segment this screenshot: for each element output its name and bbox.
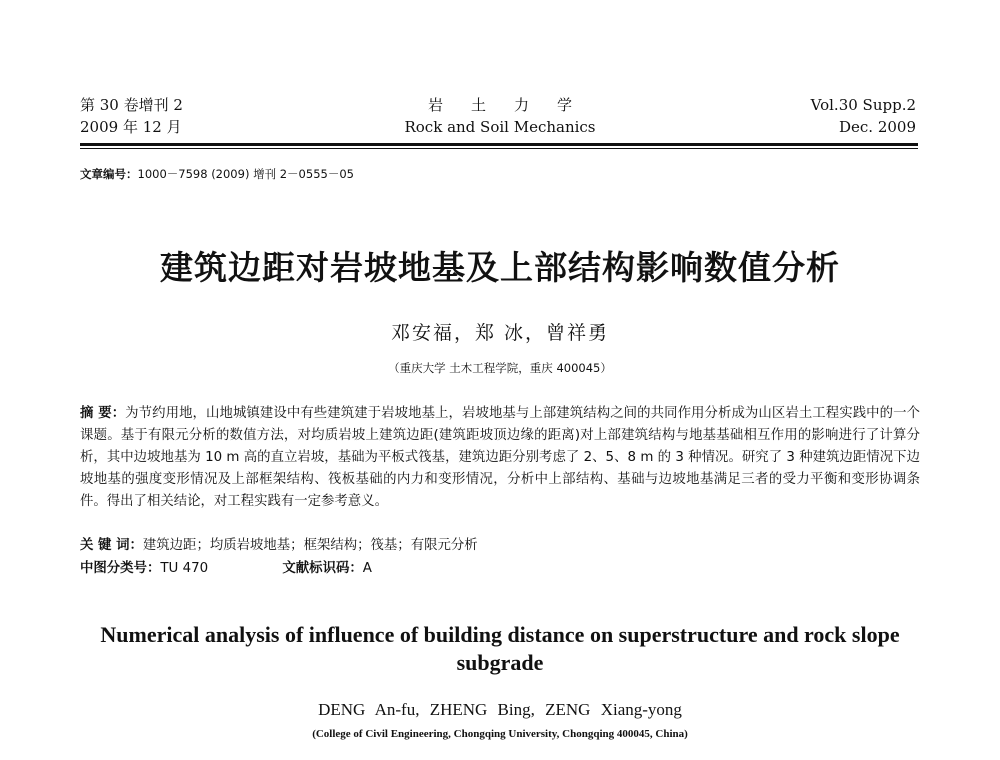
authors-zh: 邓安福，郑 冰，曾祥勇 [390,322,610,344]
header-rule-thin [80,148,918,149]
volume-en: Vol.30 Supp.2 [810,96,916,114]
header-rule-thick [80,143,918,146]
abstract-text: 为节约用地，山地城镇建设中有些建筑建于岩坡地基上，岩坡地基与上部建筑结构之间的共同作用分析成为山区岩土工程实践中的一个课题。基于有限元分析的数值方法，对均质岩坡上建筑边距(建筑距坡顶边缘的距离)对上部建筑结构与地基基础相互作用的影响进行了计算分析，其中边坡地基为 10 m 高的直立岩坡，基础为平板式筏基，建筑边距分别考虑了 2、5、8 m 的 3 种情况。研究了 3 种建筑边距情况下边坡地基的强度变形情况及上部框架结构、筏板基础的内力和变形情况，分析中上部结构、基础与边坡地基满足三者的受力平衡和变形协调条件。得出了相关结论，对工程实践有一定参考意义。 [80,406,920,509]
clc-value: TU 470 [160,561,209,576]
title-zh: 建筑边距对岩坡地基及上部结构影响数值分析 [160,248,840,287]
affiliation-zh: （重庆大学 土木工程学院，重庆 400045） [388,361,612,375]
abstract [80,403,920,513]
article-number-value: 1000－7598 (2009) 增刊 2－0555－05 [137,167,354,181]
title-en: Numerical analysis of influence of building distance on superstructure and rock slope subgrade [100,622,900,675]
journal-name-zh: 岩土力学 [427,96,600,114]
doc-code-value: A [362,561,372,576]
keywords [80,534,478,553]
volume-zh: 第 30 卷增刊 2 [80,96,183,114]
header-left [80,94,183,138]
article-number-label: 文章编号： [80,167,138,181]
article-number [80,166,354,182]
doc-code-label: 文献标识码： [282,561,363,576]
date-en: Dec. 2009 [838,118,916,136]
affiliation-en: (College of Civil Engineering, Chongqing University, Chongqing 400045, China) [312,728,688,740]
header-right [811,94,916,138]
keywords-label: 关 键 词： [80,538,143,553]
header-center [380,94,620,138]
abstract-label: 摘 要： [80,406,126,421]
journal-name-en: Rock and Soil Mechanics [404,118,596,136]
keywords-text: 建筑边距；均质岩坡地基；框架结构；筏基；有限元分析 [142,538,478,553]
date-zh: 2009 年 12 月 [80,118,182,136]
clc-label: 中图分类号： [80,561,161,576]
authors-en: DENG An-fu, ZHENG Bing, ZENG Xiang-yong [318,700,682,719]
classification [80,557,372,576]
